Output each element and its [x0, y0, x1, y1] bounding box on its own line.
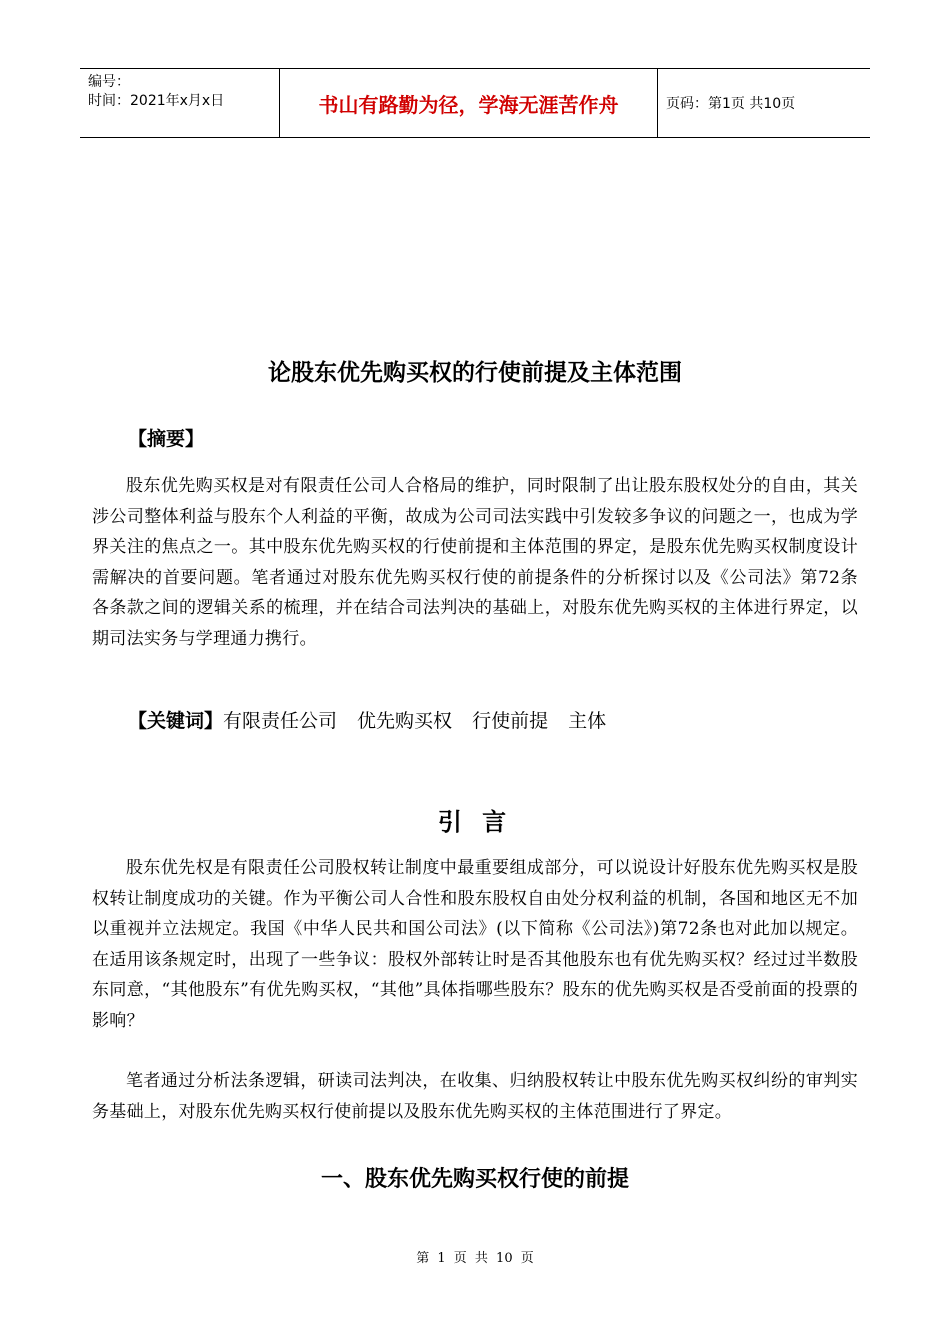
header-meta [80, 69, 280, 137]
document-header [80, 68, 870, 138]
abstract-paragraph: 股东优先购买权是对有限责任公司人合格局的维护，同时限制了出让股东股权处分的自由，其关涉公司整体利益与股东个人利益的平衡，故成为公司司法实践中引发较多争议的问题之一，也成为学界关注的焦点之一。其中股东优先购买权的行使前提和主体范围的界定，是股东优先购买权制度设计需解决的首要问题。笔者通过对股东优先购买权行使的前提条件的分析探讨以及《公司法》第72条各条款之间的逻辑关系的梳理，并在结合司法判决的基础上，对股东优先购买权的主体进行界定，以期司法实务与学理通力携行。 [92, 476, 858, 649]
keywords-text: 有限责任公司 优先购买权 行使前提 主体 [223, 710, 607, 732]
page-footer: 第 1 页 共 10 页 [416, 1251, 534, 1266]
document-title: 论股东优先购买权的行使前提及主体范围 [268, 360, 682, 386]
intro-paragraph-1: 股东优先权是有限责任公司股权转让制度中最重要组成部分，可以说设计好股东优先购买权是股权转让制度成功的关键。作为平衡公司人合性和股东股权自由处分权利益的机制，各国和地区无不加以重视并立法规定。我国《中华人民共和国公司法》(以下简称《公司法》)第72条也对此加以规定。在适用该条规定时，出现了一些争议：股权外部转让时是否其他股东也有优先购买权？经过过半数股东同意，“其他股东”有优先购买权，“其他”具体指哪些股东？股东的优先购买权是否受前面的投票的影响？ [92, 858, 858, 1031]
abstract-label: 【摘要】 [128, 428, 205, 450]
header-page-info: 页码：第1页 共10页 [666, 96, 796, 112]
keywords-label: 【关键词】 [128, 710, 224, 732]
header-number-label: 编号： [88, 74, 130, 90]
header-time-label: 时间：2021年x月x日 [88, 93, 225, 109]
keywords-line [128, 706, 606, 733]
intro-heading: 引 言 [437, 808, 513, 836]
section-1-heading: 一、股东优先购买权行使的前提 [320, 1167, 629, 1192]
header-motto: 书山有路勤为径，学海无涯苦作舟 [280, 69, 658, 137]
intro-paragraph-2: 笔者通过分析法条逻辑，研读司法判决，在收集、归纳股权转让中股东优先购买权纠纷的审判实务基础上，对股东优先购买权行使前提以及股东优先购买权的主体范围进行了界定。 [92, 1071, 858, 1122]
